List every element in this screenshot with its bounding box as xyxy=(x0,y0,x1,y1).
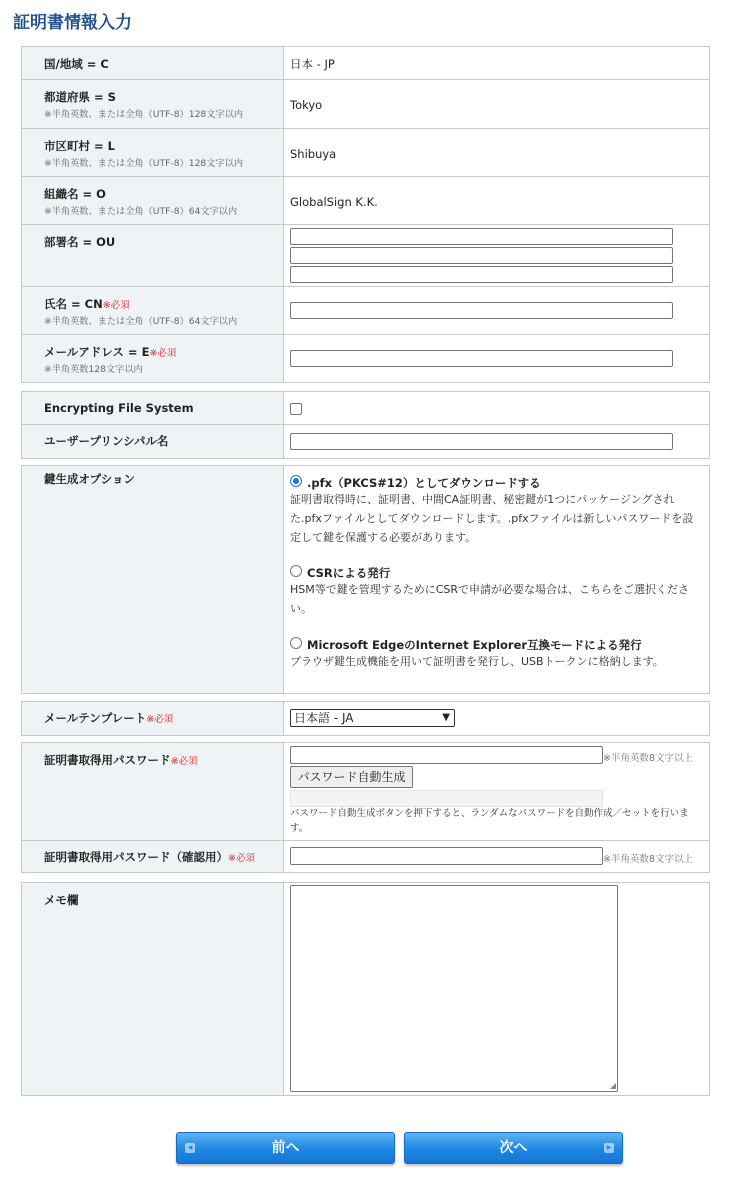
generate-password-note: パスワード自動生成ボタンを押下すると、ランダムなパスワードを自動作成／セットを行います。 xyxy=(290,808,689,834)
memo-section xyxy=(21,882,710,1096)
common-name-row xyxy=(22,287,709,335)
upn-label: ユーザープリンシパル名 xyxy=(44,434,169,448)
resize-grip-icon[interactable]: ◢ xyxy=(609,1081,616,1090)
org-unit-label: 部署名 = OU xyxy=(44,235,116,249)
org-unit-row xyxy=(22,225,709,287)
efs-label: Encrypting File System xyxy=(44,401,194,415)
org-unit-input-3[interactable] xyxy=(290,266,673,283)
required-mark: ※必須 xyxy=(146,714,174,725)
key-options-row xyxy=(22,466,709,693)
required-mark: ※必須 xyxy=(102,300,130,311)
upn-input[interactable] xyxy=(290,433,673,450)
country-value: 日本 - JP xyxy=(290,57,335,71)
ie-mode-option-title: Microsoft EdgeのInternet Explorer互換モードによる発行 xyxy=(307,638,642,652)
password-confirm-label: 証明書取得用パスワード（確認用）※必須 xyxy=(44,850,255,864)
org-unit-input-1[interactable] xyxy=(290,228,673,245)
state-note: ※半角英数、または全角（UTF-8）128文字以内 xyxy=(44,109,244,120)
prev-button-label: 前へ xyxy=(271,1140,300,1156)
ie-mode-option-desc: ブラウザ鍵生成機能を用いて証明書を発行し、USBトークンに格納します。 xyxy=(290,655,664,668)
state-label: 都道府県 = S xyxy=(44,90,116,104)
locality-note: ※半角英数、または全角（UTF-8）128文字以内 xyxy=(44,158,244,169)
country-row xyxy=(22,47,709,80)
upn-row xyxy=(22,425,709,458)
next-button[interactable] xyxy=(404,1132,623,1164)
password-section xyxy=(21,742,710,873)
country-label: 国/地域 = C xyxy=(44,57,109,71)
email-label: メールアドレス = E※必須 xyxy=(44,345,177,359)
pfx-option-desc: 証明書取得時に、証明書、中間CA証明書、秘密鍵が1つにパッケージングされた.pfxファイルとしてダウンロードします。.pfxファイルは新しいパスワードを設定して鍵を保護する必要があります。 xyxy=(290,493,694,544)
pfx-option-title: .pfx（PKCS#12）としてダウンロードする xyxy=(307,476,541,490)
password-label: 証明書取得用パスワード※必須 xyxy=(44,753,198,767)
locality-value: Shibuya xyxy=(290,147,337,161)
password-confirm-row xyxy=(22,841,709,872)
locality-row xyxy=(22,129,709,177)
generate-password-button[interactable]: パスワード自動生成 xyxy=(290,766,413,788)
efs-row xyxy=(22,392,709,425)
memo-textarea[interactable] xyxy=(290,885,618,1092)
password-row xyxy=(22,743,709,841)
key-options-label: 鍵生成オプション xyxy=(44,472,135,486)
csr-option-title: CSRによる発行 xyxy=(307,566,391,580)
next-button-label: 次へ xyxy=(499,1140,528,1156)
mail-template-selected: 日本語 - JA xyxy=(294,711,354,725)
key-options-section xyxy=(21,465,710,694)
state-row xyxy=(22,80,709,129)
password-hint: ※半角英数8文字以上 xyxy=(603,753,694,764)
password-confirm-input[interactable] xyxy=(290,847,603,865)
mail-template-select[interactable] xyxy=(290,709,455,727)
email-row xyxy=(22,335,709,382)
chevron-left-icon: ◀ xyxy=(185,1143,195,1153)
organization-note: ※半角英数、または全角（UTF-8）64文字以内 xyxy=(44,206,238,217)
subject-section xyxy=(21,46,710,383)
organization-label: 組織名 = O xyxy=(44,187,106,201)
page-title: 証明書情報入力 xyxy=(13,13,132,33)
common-name-label: 氏名 = CN※必須 xyxy=(44,297,130,311)
email-note: ※半角英数128文字以内 xyxy=(44,364,143,375)
pfx-radio[interactable] xyxy=(290,475,302,487)
locality-label: 市区町村 = L xyxy=(44,139,115,153)
prev-button[interactable] xyxy=(176,1132,395,1164)
required-mark: ※必須 xyxy=(170,756,198,767)
efs-checkbox[interactable] xyxy=(290,403,302,415)
required-mark: ※必須 xyxy=(228,853,255,864)
password-input[interactable] xyxy=(290,746,603,764)
memo-label: メモ欄 xyxy=(44,893,79,907)
csr-option-desc: HSM等で鍵を管理するためにCSRで申請が必要な場合は、こちらをご選択ください。 xyxy=(290,583,690,615)
mail-template-row xyxy=(22,702,709,735)
common-name-note: ※半角英数、または全角（UTF-8）64文字以内 xyxy=(44,316,238,327)
organization-row xyxy=(22,177,709,225)
org-unit-input-2[interactable] xyxy=(290,247,673,264)
chevron-right-icon: ▶ xyxy=(604,1143,614,1153)
generated-password-field xyxy=(290,790,603,807)
ie-mode-radio[interactable] xyxy=(290,637,302,649)
organization-value: GlobalSign K.K. xyxy=(290,195,378,209)
mail-template-label: メールテンプレート※必須 xyxy=(44,711,174,725)
efs-section xyxy=(21,391,710,459)
chevron-down-icon: ▼ xyxy=(442,712,450,723)
email-input[interactable] xyxy=(290,350,673,367)
state-value: Tokyo xyxy=(290,98,323,112)
common-name-input[interactable] xyxy=(290,302,673,319)
memo-row xyxy=(22,883,709,1095)
password-confirm-hint: ※半角英数8文字以上 xyxy=(603,854,694,865)
required-mark: ※必須 xyxy=(149,348,177,359)
mail-template-section xyxy=(21,701,710,736)
csr-radio[interactable] xyxy=(290,565,302,577)
